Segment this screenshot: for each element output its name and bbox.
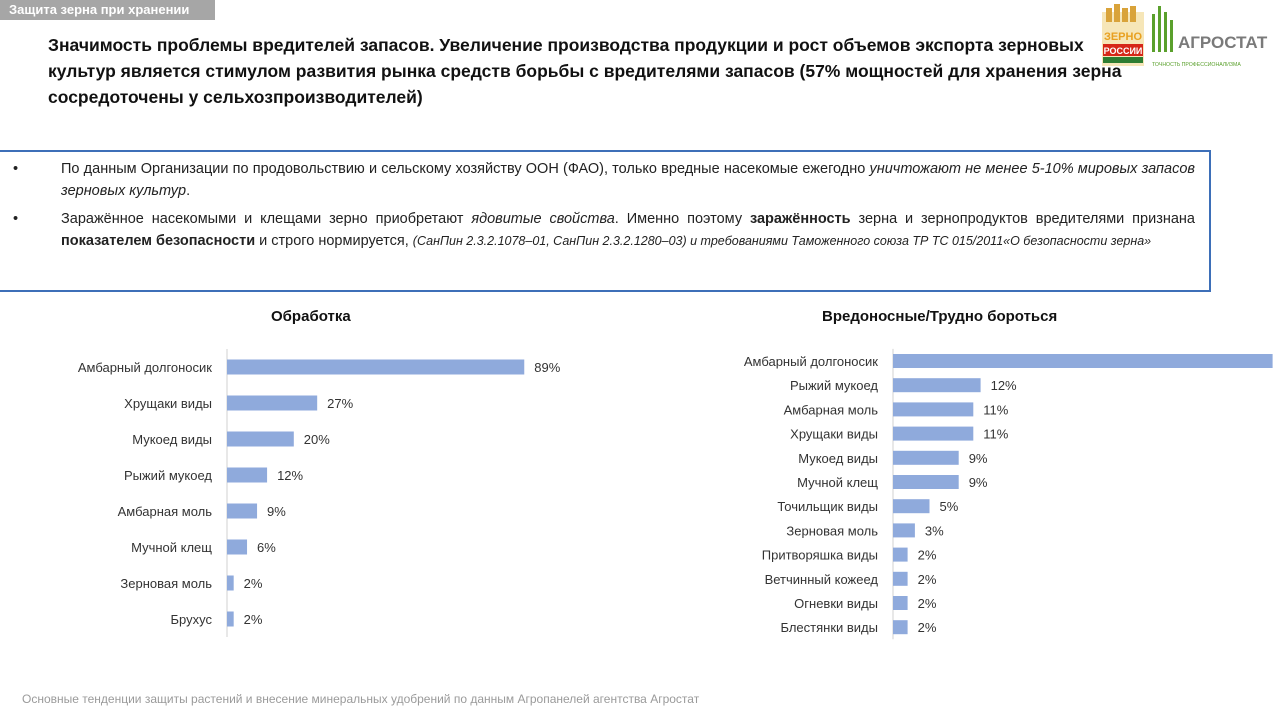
harmful-bar-chart: [640, 342, 1270, 642]
bullet-text: Заражённое насекомыми и клещами зерно приобретают: [61, 211, 472, 227]
bar: [227, 576, 234, 591]
agrostat-text: АГРОСТАТ: [1178, 33, 1268, 52]
category-label: Мучной клещ: [131, 540, 212, 555]
page-headline: Значимость проблемы вредителей запасов. Увеличение производства продукции и рост объемов экспорта зерновых культур является стимулом развития рынка средств борьбы с вредителями запасов (57% мощностей для хранения зерна сосредоточены у сельхозпроизводителей): [48, 35, 1122, 107]
bar: [227, 396, 317, 411]
category-label: Рыжий мукоед: [789, 378, 878, 394]
bar: [227, 468, 267, 483]
value-label: 9%: [968, 475, 988, 490]
bar: [893, 475, 959, 489]
value-label: 3%: [924, 523, 944, 539]
category-label: Мукоед виды: [132, 432, 212, 447]
bar: [227, 540, 247, 555]
bullet-text: .: [186, 183, 191, 199]
bullet-text: По данным Организации по продовольствию и сельскому хозяйству ООН (ФАО), только вредные насекомые ежегодно: [61, 161, 870, 177]
bullet-fao: [0, 158, 1195, 202]
bar: [227, 432, 294, 447]
category-label: Мукоед виды: [798, 450, 878, 466]
bar: [893, 427, 973, 441]
bar: [893, 378, 981, 392]
value-label: 11%: [983, 402, 1009, 418]
value-label: 5%: [939, 499, 959, 515]
bar: [893, 499, 930, 513]
value-label: 2%: [243, 612, 263, 627]
value-label: 2%: [917, 571, 937, 587]
category-label: Хрущаки виды: [124, 396, 212, 411]
value-label: 12%: [277, 468, 304, 483]
bar: [893, 451, 959, 465]
value-label: 2%: [917, 620, 937, 636]
bar: [893, 402, 973, 416]
chart-title-treatment: Обработка: [271, 308, 351, 325]
bullet-text: зерна и зернопродуктов вредителями признана: [850, 211, 1195, 227]
bullet-infestation: [0, 208, 1195, 252]
bullet-text: и строго нормируется,: [255, 233, 413, 249]
category-label: Огневки виды: [794, 596, 878, 611]
category-label: Ветчинный кожеед: [764, 571, 878, 587]
value-label: 2%: [917, 547, 937, 563]
bar: [893, 354, 1273, 368]
bullet-text: . Именно поэтому: [614, 211, 750, 227]
value-label: 11%: [983, 426, 1009, 442]
bullet-emphasis: уничтожают не менее 5-10% мировых запасов зерновых культур: [61, 161, 1195, 199]
category-label: Брухус: [170, 612, 212, 627]
value-label: 2%: [243, 576, 263, 591]
value-label: 27%: [327, 396, 354, 411]
category-label: Амбарный долгоносик: [77, 360, 212, 375]
bar: [893, 596, 908, 610]
value-label: 89%: [534, 360, 561, 375]
category-label: Мучной клещ: [797, 475, 878, 490]
bar: [893, 572, 908, 586]
bullet-emphasis: ядовитые свойства: [471, 211, 615, 227]
info-box: [0, 150, 1211, 292]
bar: [227, 612, 234, 627]
bar: [893, 523, 915, 537]
category-label: Амбарная моль: [117, 504, 212, 519]
value-label: 2%: [917, 596, 937, 611]
category-label: Блестянки виды: [780, 620, 878, 636]
category-label: Амбарный долгоносик: [743, 354, 878, 369]
bar: [893, 620, 908, 634]
rossii-text: РОССИИ: [1103, 46, 1143, 56]
zerno-text: ЗЕРНО: [1103, 31, 1143, 43]
bar: [227, 504, 257, 519]
bar: [893, 548, 908, 562]
category-label: Амбарная моль: [783, 402, 878, 418]
treatment-bar-chart: [0, 342, 640, 642]
category-label: Зерновая моль: [786, 523, 878, 539]
logos: [1100, 4, 1276, 70]
chart-title-harmful: Вредоносные/Трудно бороться: [822, 308, 1058, 325]
category-label: Рыжий мукоед: [123, 468, 212, 483]
value-label: 12%: [990, 378, 1017, 394]
category-label: Притворяшка виды: [761, 547, 878, 563]
footer-source: Основные тенденции защиты растений и внесение минеральных удобрений по данным Агропанелей агентства Агростат: [22, 692, 700, 706]
value-label: 9%: [968, 450, 988, 466]
bullet-dot: •: [13, 211, 19, 227]
agrostat-logo: [1152, 6, 1268, 68]
bullet-bold: заражённость: [749, 211, 851, 227]
category-label: Точильщик виды: [777, 499, 878, 515]
bullet-bold: показателем безопасности: [61, 233, 256, 249]
bullet-dot: •: [13, 161, 19, 177]
value-label: 6%: [257, 540, 276, 555]
category-label: Зерновая моль: [120, 576, 212, 591]
value-label: 9%: [267, 504, 286, 519]
value-label: 20%: [303, 432, 330, 447]
bullet-regulations: (СанПин 2.3.2.1078–01, СанПин 2.3.2.1280–03) и требованиями Таможенного союза ТР ТС 015/2011«О безопасности зерна»: [412, 234, 1152, 248]
section-tag: Защита зерна при хранении: [0, 0, 215, 20]
agrostat-tagline: ТОЧНОСТЬ ПРОФЕССИОНАЛИЗМА: [1152, 62, 1241, 68]
bar: [227, 360, 524, 375]
category-label: Хрущаки виды: [790, 426, 878, 442]
